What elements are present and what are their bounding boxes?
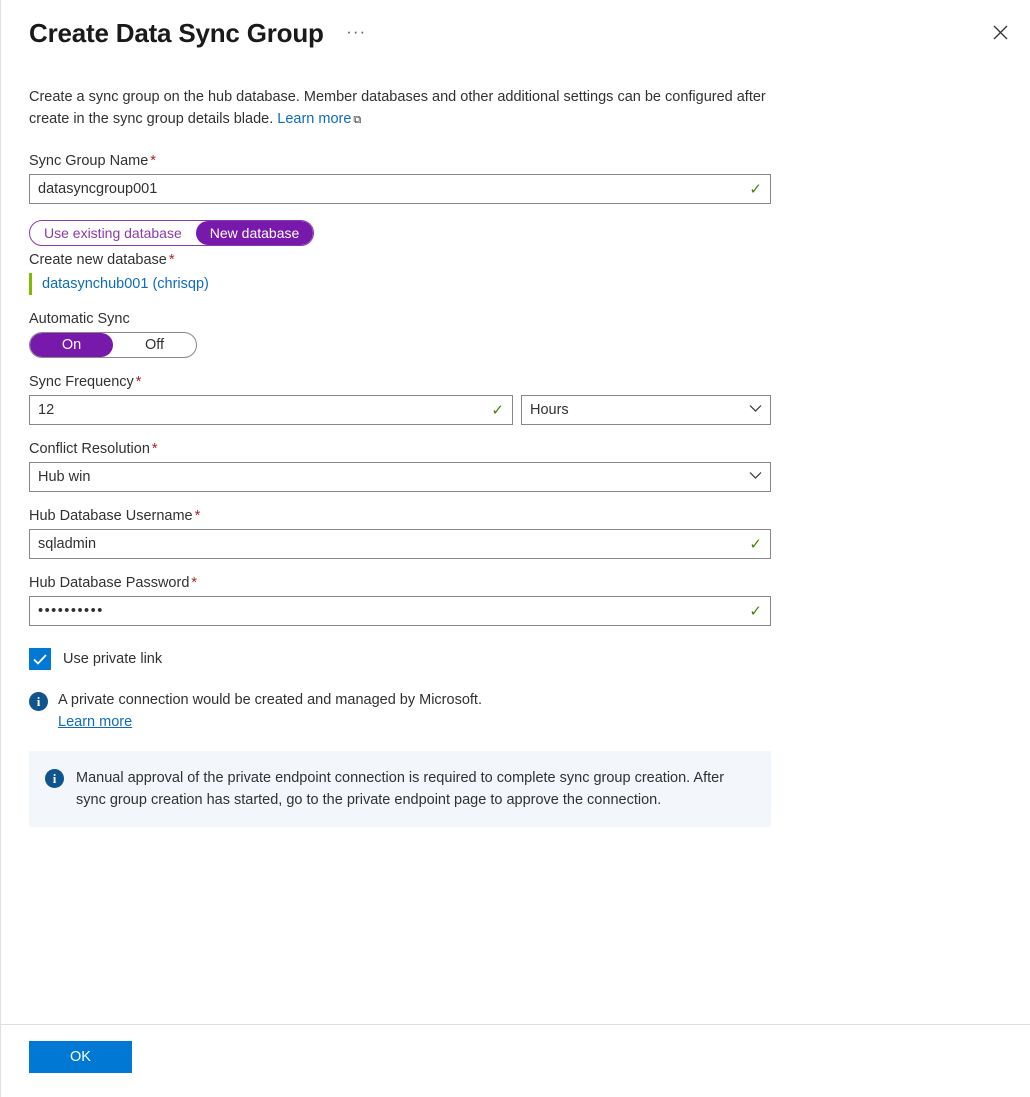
sync-frequency-unit-dropdown[interactable] (521, 395, 771, 425)
private-link-info (29, 690, 1002, 733)
required-asterisk: * (168, 252, 175, 268)
hub-password-label-text: Hub Database Password (29, 575, 190, 591)
create-new-database-label (29, 252, 1002, 268)
valid-check-icon: ✓ (749, 536, 762, 553)
sync-group-name-label-text: Sync Group Name (29, 153, 149, 169)
conflict-resolution-row (29, 441, 1002, 492)
required-asterisk: * (135, 374, 142, 390)
valid-check-icon: ✓ (749, 603, 762, 620)
valid-check-icon: ✓ (749, 181, 762, 198)
ok-button[interactable]: OK (29, 1041, 132, 1073)
info-icon: i (29, 692, 48, 711)
manual-approval-banner-text: Manual approval of the private endpoint connection is required to complete sync group creation. After sync group creation has started, go to the private endpoint page to approve the connection. (76, 770, 725, 808)
hub-password-label (29, 575, 1002, 591)
hub-username-input[interactable] (38, 536, 743, 552)
sync-group-name-input-wrap[interactable] (29, 174, 771, 204)
required-asterisk: * (194, 508, 201, 524)
hub-password-input[interactable]: •••••••••• (38, 603, 104, 619)
private-link-learn-more-link[interactable]: Learn more (58, 714, 133, 730)
sync-frequency-label-text: Sync Frequency (29, 374, 134, 390)
hub-username-input-wrap[interactable] (29, 529, 771, 559)
sync-group-name-input[interactable] (38, 181, 743, 197)
checkmark-icon (33, 654, 47, 665)
sync-frequency-input-wrap[interactable] (29, 395, 513, 425)
hub-username-label (29, 508, 1002, 524)
intro-description: Create a sync group on the hub database. Member databases and other additional settings can be configured after create in the sync group details blade. (29, 89, 766, 127)
sync-group-name-field-row (29, 153, 1002, 204)
required-asterisk: * (191, 575, 198, 591)
new-database-option[interactable]: New database (196, 221, 314, 245)
manual-approval-banner (29, 751, 771, 827)
conflict-resolution-dropdown[interactable] (29, 462, 771, 492)
sync-frequency-input[interactable] (38, 402, 485, 418)
create-new-database-value-wrap (29, 273, 1002, 295)
sync-frequency-row (29, 374, 1002, 425)
conflict-resolution-label (29, 441, 1002, 457)
blade-content (1, 66, 1030, 1024)
more-options-button[interactable]: ··· (346, 21, 367, 41)
use-private-link-checkbox[interactable] (29, 648, 51, 670)
create-new-database-row (29, 252, 1002, 295)
required-asterisk: * (151, 441, 158, 457)
external-link-icon: ⧉ (353, 114, 362, 126)
use-private-link-label: Use private link (63, 651, 163, 667)
use-private-link-row[interactable] (29, 648, 1002, 670)
blade-footer (1, 1024, 1030, 1097)
create-new-database-value-link[interactable]: datasynchub001 (chrisqp) (42, 276, 209, 292)
private-link-info-description: A private connection would be created and managed by Microsoft. (58, 692, 482, 708)
required-asterisk: * (150, 153, 156, 169)
automatic-sync-toggle[interactable] (29, 332, 197, 358)
sync-frequency-unit-value: Hours (530, 402, 569, 418)
chevron-down-icon (749, 404, 762, 416)
automatic-sync-row (29, 311, 1002, 358)
blade-header (1, 0, 1030, 66)
close-icon[interactable] (986, 18, 1014, 46)
database-mode-toggle[interactable] (29, 220, 314, 246)
private-link-info-text (58, 690, 482, 733)
automatic-sync-off-option[interactable]: Off (144, 337, 165, 353)
hub-password-input-wrap[interactable] (29, 596, 771, 626)
use-existing-database-option[interactable]: Use existing database (44, 225, 182, 241)
hub-username-row (29, 508, 1002, 559)
sync-frequency-label (29, 374, 1002, 390)
hub-password-row (29, 575, 1002, 626)
create-new-database-label-text: Create new database (29, 252, 167, 268)
automatic-sync-on-option[interactable]: On (30, 333, 113, 357)
chevron-down-icon (749, 471, 762, 483)
automatic-sync-label: Automatic Sync (29, 311, 130, 327)
conflict-resolution-label-text: Conflict Resolution (29, 441, 150, 457)
sync-frequency-controls (29, 395, 1002, 425)
hub-username-label-text: Hub Database Username (29, 508, 193, 524)
intro-learn-more-link[interactable]: Learn more (277, 111, 352, 127)
conflict-resolution-value: Hub win (38, 469, 91, 485)
page-title: Create Data Sync Group (29, 18, 324, 48)
intro-text (29, 86, 774, 131)
valid-check-icon: ✓ (491, 402, 504, 419)
sync-group-name-label (29, 153, 1002, 169)
database-mode-row (29, 220, 1002, 246)
info-icon: i (45, 769, 64, 788)
